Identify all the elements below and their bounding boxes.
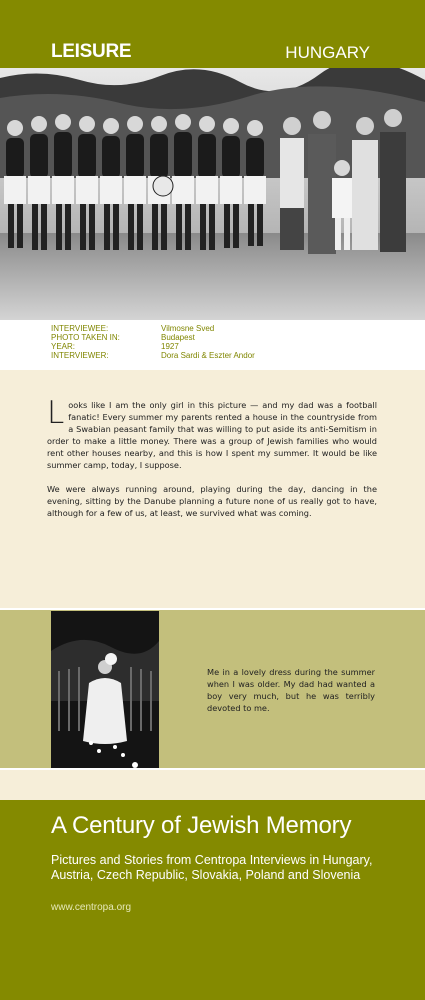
meta-row-location [51,333,195,342]
meta-label: INTERVIEWEE: [51,324,109,333]
country-label: HUNGARY [285,43,370,62]
story-section [0,370,425,608]
meta-value: Vilmosne Sved [161,324,215,333]
spacer-band [0,770,425,800]
section-title: LEISURE [51,41,132,62]
photo-metadata [0,320,425,370]
story-paragraph-2: We were always running around, playing during the day, dancing in the evening, sitting by the Danube planning a future none of us really got to have, although for a few of us, at least, we survived what was coming. [47,484,377,518]
meta-row-interviewee [51,324,214,333]
story-paragraph-1 [47,395,377,471]
meta-value: 1927 [161,342,179,351]
story-text [47,395,377,531]
girl-photo [51,611,159,769]
story-paragraph-1-text: ooks like I am the only girl in this picture — and my dad was a football fanatic! Every summer my parents rented a house in the countryside from a Swabian peasant family that was willing to put aside its anti-Semitism in order to make a little money. There was a group of Jewish families who would rent other houses nearby, and this is how I spent my summer. It would be like summer camp, today, I suppose. [47,400,377,470]
group-photo-icon [0,68,425,320]
secondary-photo-band [0,610,425,768]
meta-row-year [51,342,179,351]
meta-label: YEAR: [51,342,76,351]
photo-caption: Me in a lovely dress during the summer when I was older. My dad had wanted a boy very much, but he was terribly devoted to me. [207,667,375,713]
footer-subtitle: Pictures and Stories from Centropa Interviews in Hungary, Austria, Czech Republic, Slovakia, Poland and Slovenia [51,853,373,882]
portrait-photo-icon [51,611,159,769]
footer-title: A Century of Jewish Memory [51,812,352,839]
meta-value: Budapest [161,333,195,342]
website-link[interactable]: www.centropa.org [51,902,132,913]
meta-value: Dora Sardi & Eszter Andor [161,351,255,360]
meta-label: PHOTO TAKEN IN: [51,333,120,342]
meta-label: INTERVIEWER: [51,351,109,360]
main-photo [0,68,425,320]
meta-row-interviewer [51,351,255,360]
header-bar [0,0,425,68]
drop-cap: L [47,395,65,431]
footer [0,800,425,1000]
